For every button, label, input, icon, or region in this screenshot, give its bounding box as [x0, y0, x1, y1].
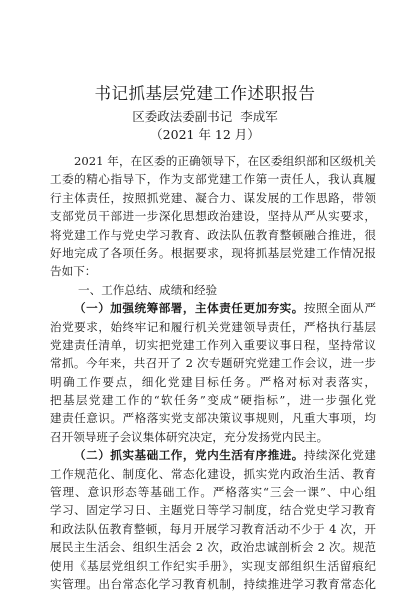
body-line: 告如下：: [50, 264, 97, 279]
body-line: 党建责任清单，切实把党建工作列入重要议事日程，坚持常议: [50, 337, 376, 352]
body-line: 常抓。今年来，共召开了 2 次专题研究党建工作会议，进一步: [50, 356, 376, 371]
body-line: 和政法队伍教育整顿，每月开展学习教育活动不少于 4 次，开: [50, 521, 376, 536]
subsection-first-line: [50, 446, 376, 464]
body-text: 持续深化党建: [303, 448, 376, 463]
body-line: 实管理。出台常态化学习教育机制，持续推进学习教育常态化: [50, 576, 376, 591]
author-organization: 区委政法委副书记: [132, 109, 233, 124]
section-heading: 一、工作总结、成绩和经验: [78, 282, 218, 297]
body-line: 明确工作要点，细化党建目标任务。严格对标对表落实，: [50, 374, 376, 389]
body-line: 行主体责任，按照抓党建、凝合力、谋发展的工作思路，带领: [50, 190, 376, 205]
subsection-heading: （一）加强统筹部署，主体责任更加夯实。: [74, 301, 304, 316]
body-text: 按照全面从严: [303, 301, 376, 316]
body-line: 召开领导班子会议集体研究决定，充分发扬党内民主。: [50, 429, 329, 444]
report-date: （2021 年 12 月）: [150, 127, 260, 142]
body-line: 学习、固定学习日、主题党日等学习制度，结合党史学习教育: [50, 503, 376, 518]
body-line: 2021 年，在区委的正确领导下，在区委组织部和区级机关: [74, 154, 376, 168]
author-name: 李成军: [240, 109, 278, 124]
report-body: [50, 152, 376, 593]
body-line: 管理、意识形态等基础工作。严格落实“三会一课”、中心组: [50, 485, 376, 500]
body-line: 支部党员干部进一步深化思想政治建设，坚持从严从实要求，: [50, 209, 376, 224]
body-line: 将党建工作与党史学习教育、政法队伍教育整顿融合推进，很: [50, 227, 376, 242]
body-line: 建责任意识。严格落实党支部决策议事规则，凡重大事项，均: [50, 411, 376, 426]
body-line: 工委的精心指导下，作为支部党建工作第一责任人，我认真履: [50, 172, 376, 187]
author-line: [0, 107, 410, 125]
document-title: 书记抓基层党建工作述职报告: [94, 84, 316, 103]
body-line: 工作规范化、制度化、常态化建设，抓实党内政治生活、教育: [50, 466, 376, 481]
body-line: 展民主生活会、组织生活会 2 次，政治忠诚剖析会 2 次。规范: [50, 540, 376, 555]
subsection-first-line: [50, 299, 376, 317]
subsection-heading: （二）抓实基础工作，党内生活有序推进。: [74, 448, 304, 463]
body-line: 把基层党建工作的“软任务”变成“硬指标”，进一步强化党: [50, 393, 376, 408]
body-line: 好地完成了各项任务。根据要求，现将抓基层党建工作情况报: [50, 245, 376, 260]
body-line: 治党要求，始终牢记和履行机关党建领导责任，严格执行基层: [50, 319, 376, 334]
body-line: 使用《基层党组织工作纪实手册》，实现支部组织生活留痕纪: [50, 558, 376, 573]
